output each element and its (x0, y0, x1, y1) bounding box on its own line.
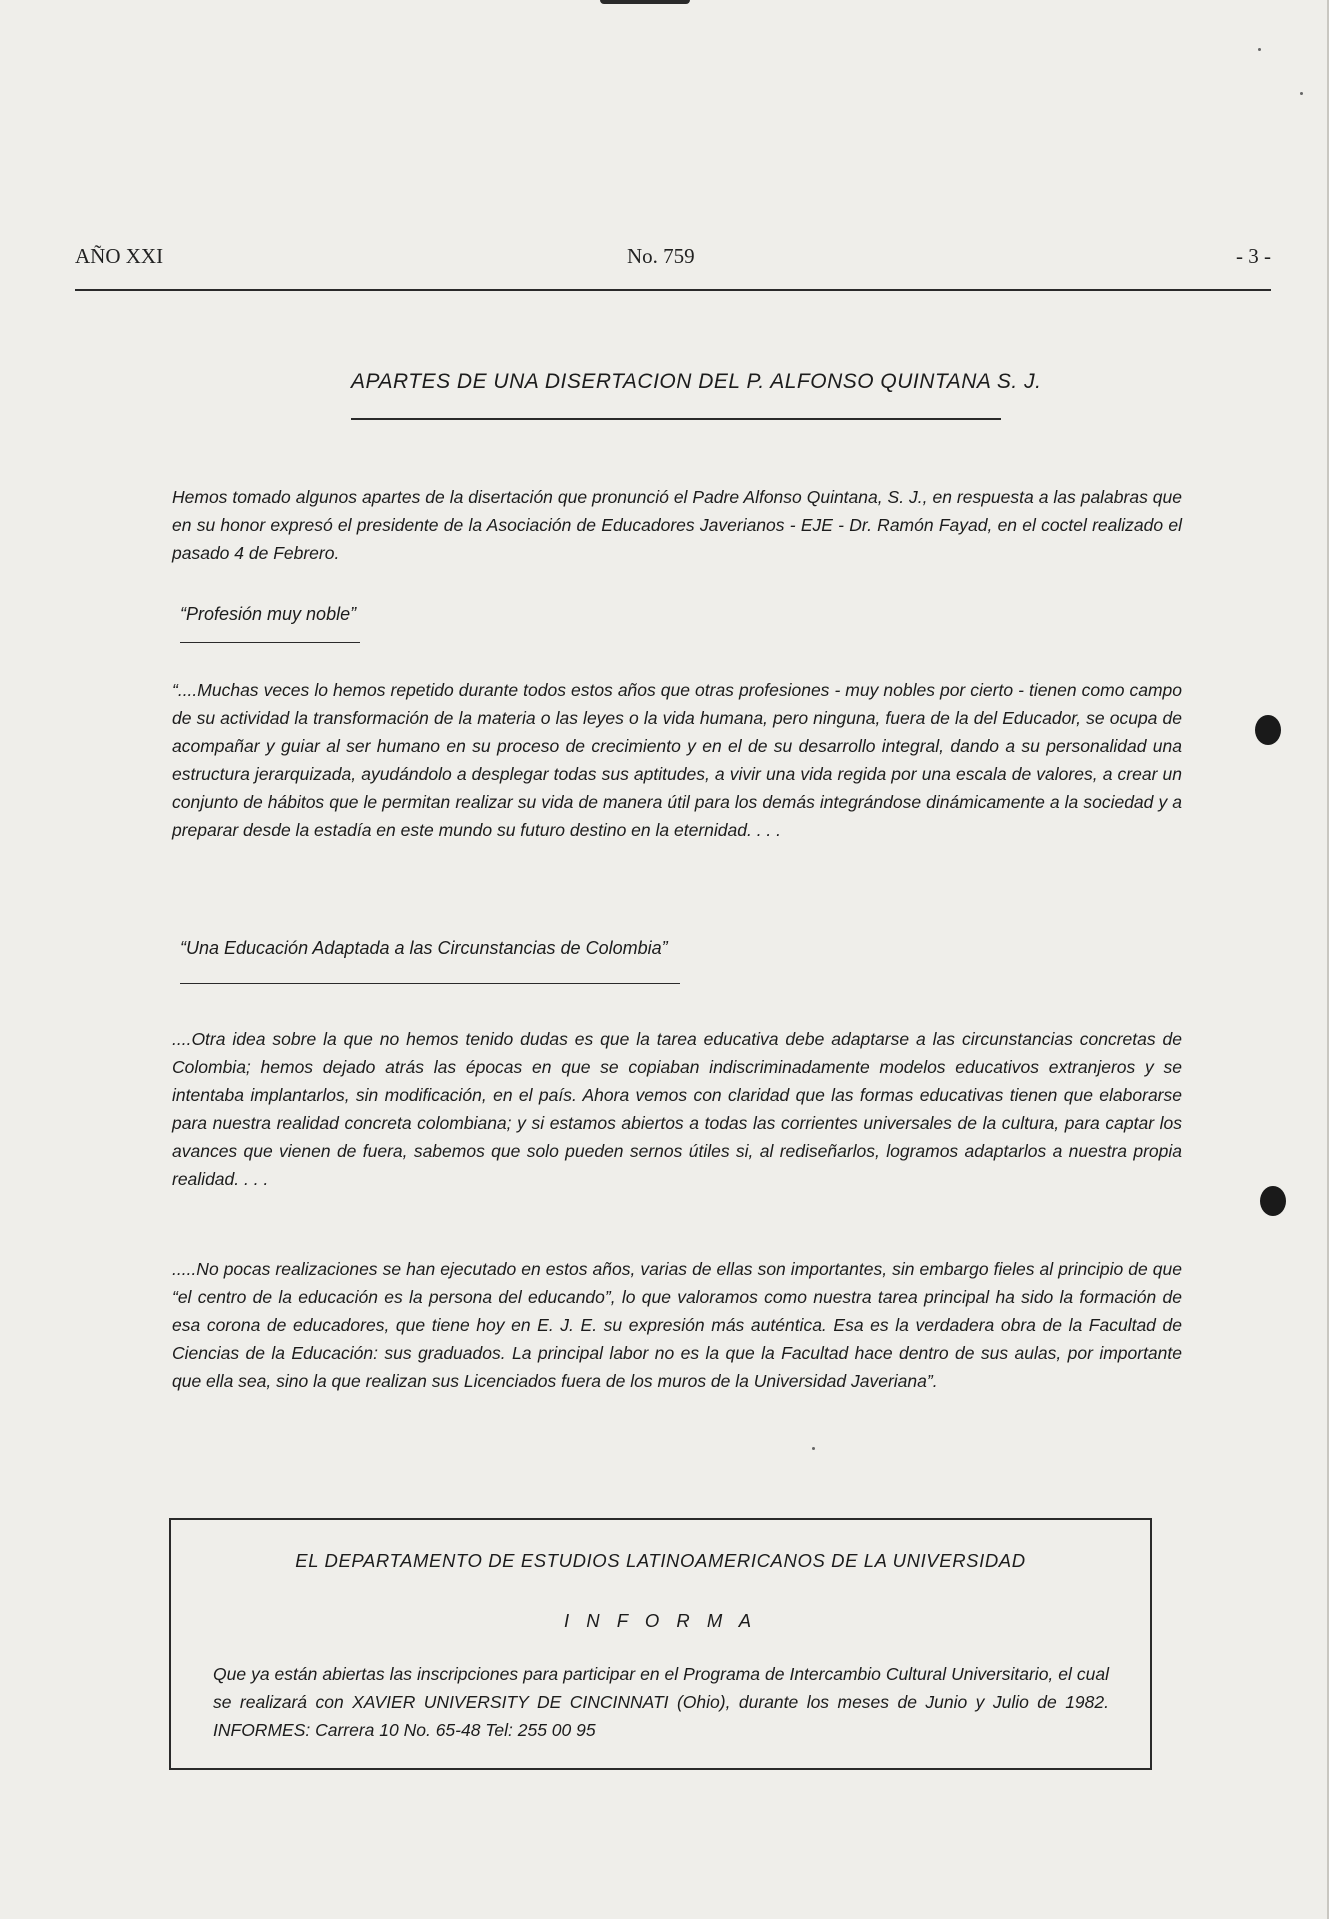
punch-hole (1260, 1186, 1286, 1216)
issue-number: No. 759 (627, 244, 695, 268)
notice-box (169, 1518, 1152, 1770)
subheading-profesion: “Profesión muy noble” (180, 604, 357, 624)
issue-year: AÑO XXI (75, 244, 164, 268)
paper-speck (1300, 92, 1303, 95)
article-title: APARTES DE UNA DISERTACION DEL P. ALFONSO QUINTANA S. J. (351, 370, 1042, 393)
page-header (75, 244, 1271, 274)
page-number: - 3 - (1236, 244, 1271, 268)
header-divider (75, 289, 1271, 291)
paper-speck (812, 1447, 815, 1450)
paragraph-educacion: ....Otra idea sobre la que no hemos tenido dudas es que la tarea educativa debe adaptarse a las circunstancias concretas de Colombia; hemos dejado atrás las épocas en que se copiaban indiscriminadamente modelos educativos extranjeros y se intentaba implantarlos, sin modificación, en el país. Ahora vemos con claridad que las formas educativas tienen que elaborarse para nuestra realidad concreta colombiana; y si estamos abiertos a todas las corrientes universales de la cultura, para captar los avances que vienen de fuera, sabemos que solo pueden sernos útiles si, al rediseñarlos, logramos adaptarlos a nuestra propia realidad. . . . (172, 1029, 1182, 1189)
paragraph-realizaciones: .....No pocas realizaciones se han ejecutado en estos años, varias de ellas son importantes, sin embargo fieles al principio de que “el centro de la educación es la persona del educando”, lo que valoramos como nuestra tarea principal ha sido la formación de esa corona de educadores, que tiene hoy en E. J. E. su expresión más auténtica. Esa es la verdadera obra de la Facultad de Ciencias de la Educación: sus graduados. La principal labor no es la que la Facultad hace dentro de sus aulas, por importante que ella sea, sino la que realizan sus Licenciados fuera de los muros de la Universidad Javeriana”. (172, 1259, 1182, 1391)
notice-subtitle: I N F O R M A (563, 1610, 758, 1631)
subheading-underline (180, 642, 360, 643)
article-intro: Hemos tomado algunos apartes de la disertación que pronunció el Padre Alfonso Quintana, S. J., en respuesta a las palabras que en su honor expresó el presidente de la Asociación de Educadores Javerianos - EJE - Dr. Ramón Fayad, en el coctel realizado el pasado 4 de Febrero. (172, 487, 1182, 563)
notice-title: EL DEPARTAMENTO DE ESTUDIOS LATINOAMERICANOS DE LA UNIVERSIDAD (295, 1550, 1026, 1571)
title-underline (351, 418, 1001, 420)
paper-speck (1258, 48, 1261, 51)
punch-hole (1255, 715, 1281, 745)
subheading-underline (180, 983, 680, 984)
binder-clip-mark (600, 0, 690, 4)
subheading-educacion: “Una Educación Adaptada a las Circunstancias de Colombia” (180, 938, 668, 958)
notice-body: Que ya están abiertas las inscripciones para participar en el Programa de Intercambio Cultural Universitario, el cual se realizará con XAVIER UNIVERSITY DE CINCINNATI (Ohio), durante los meses de Junio y Julio de 1982. INFORMES: Carrera 10 No. 65-48 Tel: 255 00 95 (213, 1664, 1109, 1740)
paragraph-profesion: “....Muchas veces lo hemos repetido durante todos estos años que otras profesiones - muy nobles por cierto - tienen como campo de su actividad la transformación de la materia o las leyes o la vida humana, pero ninguna, fuera de la del Educador, se ocupa de acompañar y guiar al ser humano en su proceso de crecimiento y en el de su desarrollo integral, dando a su personalidad una estructura jerarquizada, ayudándolo a desplegar todas sus aptitudes, a vivir una vida regida por una escala de valores, a crear un conjunto de hábitos que le permitan realizar su vida de manera útil para los demás integrándose dinámicamente a la sociedad y a preparar desde la estadía en este mundo su futuro destino en la eternidad. . . . (172, 680, 1182, 840)
